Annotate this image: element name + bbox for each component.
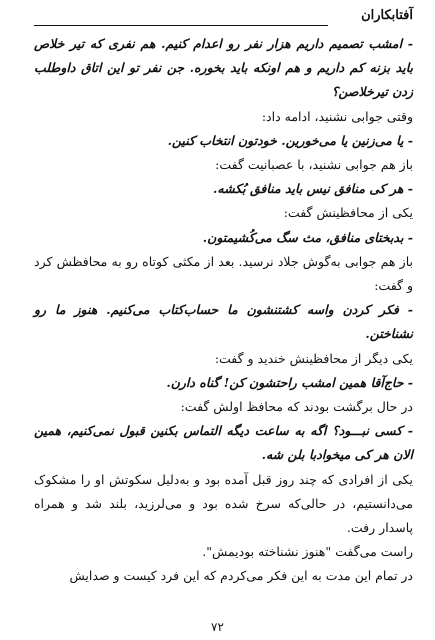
dialogue-paragraph: - کسی نبـــود؟ اگه به ساعت دیگه التماس بکنین قبول نمی‌کنیم، همین الان هر کی میخوادبا بلن شه. bbox=[34, 423, 413, 463]
narration-paragraph: یکی از محافظینش گفت: bbox=[283, 205, 413, 221]
dialogue-paragraph: - امشب تصمیم داریم هزار نفر رو اعدام کنیم. هم نفری که تیر خلاص باید بزنه کم داریم و هم اونکه باید بخوره. جن نفر تو این اتاق داوطلب زدن تیرخلاصن؟ bbox=[34, 36, 413, 100]
narration-paragraph: یکی از افرادی که چند روز قبل آمده بود و به‌دلیل سکوتش او را مشکوک می‌دانستیم، در حالی‌که سرخ شده بود و می‌لرزید، بلند شد و همراه پاسدار رفت. bbox=[34, 471, 413, 536]
page-number: ۷۲ bbox=[211, 620, 224, 634]
narration-paragraph: در تمام این مدت به این فکر می‌کردم که این فرد کیست و صدایش bbox=[69, 568, 413, 584]
narration-paragraph: در حال برگشت بودند که محافظ اولش گفت: bbox=[180, 399, 413, 415]
narration-paragraph: راست می‌گفت "هنوز نشناخته بودیمش". bbox=[202, 544, 413, 560]
header-divider bbox=[34, 25, 328, 26]
dialogue-paragraph: - بدبختای منافق، مث سگ می‌کُشیمتون. bbox=[202, 229, 413, 245]
narration-paragraph: یکی دیگر از محافظینش خندید و گفت: bbox=[214, 350, 413, 366]
dialogue-paragraph: - حاج‌آقا همین امشب راحتشون کن! گناه دارن. bbox=[166, 374, 413, 390]
dialogue-paragraph: - هر کی منافق نیس باید منافق بُکشه. bbox=[213, 181, 413, 197]
book-title: آفتابکاران bbox=[361, 8, 413, 23]
narration-paragraph: باز هم جوابی به‌گوش جلاد نرسید. بعد از مکثی کوتاه رو به محافظش کرد و گفت: bbox=[34, 253, 413, 294]
page-body bbox=[34, 32, 413, 589]
dialogue-paragraph: - فکر کردن واسه کشتنشون ما حساب‌کتاب می‌کنیم. هنوز ما رو نشناختن. bbox=[34, 302, 413, 342]
narration-paragraph: باز هم جوابی نشنید، با عصبانیت گفت: bbox=[215, 157, 413, 173]
dialogue-paragraph: - یا می‌زنین یا می‌خورین. خودتون انتخاب کنین. bbox=[167, 132, 413, 148]
narration-paragraph: وقتی جوابی نشنید، ادامه داد: bbox=[261, 108, 413, 124]
running-header bbox=[34, 8, 413, 28]
